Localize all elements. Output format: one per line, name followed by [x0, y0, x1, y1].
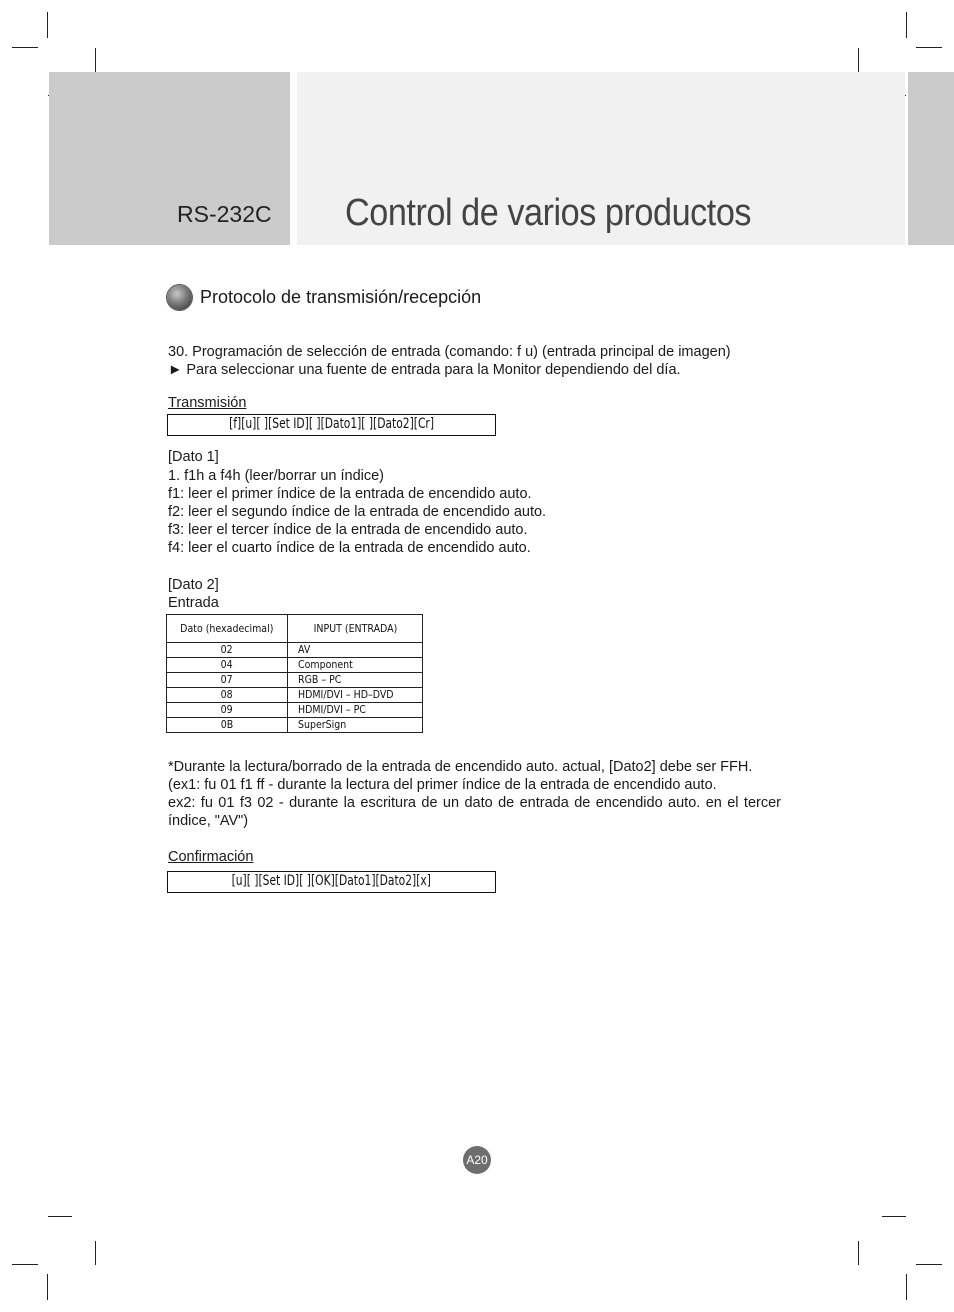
- note-line: *Durante la lectura/borrado de la entrada de encendido auto. actual, [Dato2] debe ser FFH.: [168, 759, 753, 775]
- table-row: [167, 658, 423, 673]
- table-cell: 0B: [167, 718, 288, 733]
- input-table: [166, 614, 423, 733]
- transmission-command-box: [167, 414, 496, 436]
- table-cell: 07: [167, 673, 288, 688]
- crop-mark: [12, 47, 38, 48]
- table-cell: Component: [288, 658, 423, 673]
- note-example-1: (ex1: fu 01 f1 ff - durante la lectura del primer índice de la entrada de encendido auto.: [168, 777, 717, 793]
- table-cell: SuperSign: [288, 718, 423, 733]
- crop-mark: [858, 1241, 859, 1265]
- table-cell: RGB – PC: [288, 673, 423, 688]
- table-cell: 08: [167, 688, 288, 703]
- table-cell: HDMI/DVI – HD–DVD: [288, 688, 423, 703]
- note-example-2: ex2: fu 01 f3 02 - durante la escritura de un dato de entrada de encendido auto. en el tercer índice, "AV"): [168, 795, 781, 829]
- command-description: 30. Programación de selección de entrada (comando: f u) (entrada principal de imagen): [168, 344, 731, 360]
- crop-mark: [95, 48, 96, 72]
- page-number-badge: A20: [463, 1146, 491, 1174]
- transmission-label: Transmisión: [168, 395, 247, 411]
- confirmation-label: Confirmación: [168, 849, 254, 865]
- sphere-bullet-icon: [167, 285, 192, 310]
- data1-line: f2: leer el segundo índice de la entrada de encendido auto.: [168, 504, 547, 520]
- data1-heading: [Dato 1]: [168, 449, 219, 465]
- crop-mark: [47, 12, 48, 38]
- table-header-row: [167, 615, 423, 643]
- table-header-cell: Dato (hexadecimal): [167, 615, 288, 643]
- crop-mark: [48, 1216, 72, 1217]
- section-subheading: Protocolo de transmisión/recepción: [200, 287, 482, 307]
- crop-mark: [95, 1241, 96, 1265]
- table-header-cell: INPUT (ENTRADA): [288, 615, 423, 643]
- data2-subheading: Entrada: [168, 595, 219, 611]
- table-row: [167, 703, 423, 718]
- crop-mark: [47, 1274, 48, 1300]
- table-cell: 09: [167, 703, 288, 718]
- crop-mark: [916, 1264, 942, 1265]
- crop-mark: [12, 1264, 38, 1265]
- crop-mark: [906, 1274, 907, 1300]
- data1-line: f4: leer el cuarto índice de la entrada de encendido auto.: [168, 540, 531, 556]
- command-purpose: ► Para seleccionar una fuente de entrada para la Monitor dependiendo del día.: [168, 362, 681, 378]
- page-title: Control de varios productos: [345, 192, 752, 234]
- data1-line: f1: leer el primer índice de la entrada de encendido auto.: [168, 486, 532, 502]
- table-row: [167, 688, 423, 703]
- confirmation-command: [u][ ][Set ID][ ][OK][Dato1][Dato2][x]: [231, 873, 432, 889]
- data2-heading: [Dato 2]: [168, 577, 219, 593]
- table-row: [167, 643, 423, 658]
- section-label: RS-232C: [177, 201, 272, 227]
- crop-mark: [906, 12, 907, 38]
- crop-mark: [858, 48, 859, 72]
- data1-line: f3: leer el tercer índice de la entrada de encendido auto.: [168, 522, 528, 538]
- confirmation-command-box: [167, 871, 496, 893]
- crop-mark: [916, 47, 942, 48]
- table-cell: AV: [288, 643, 423, 658]
- transmission-command: [f][u][ ][Set ID][ ][Dato1][ ][Dato2][Cr]: [229, 416, 434, 432]
- data1-line: 1. f1h a f4h (leer/borrar un índice): [168, 468, 385, 484]
- table-row: [167, 718, 423, 733]
- crop-mark: [882, 1216, 906, 1217]
- table-row: [167, 673, 423, 688]
- table-cell: HDMI/DVI – PC: [288, 703, 423, 718]
- table-cell: 04: [167, 658, 288, 673]
- table-cell: 02: [167, 643, 288, 658]
- header-edge-tab: [908, 72, 954, 245]
